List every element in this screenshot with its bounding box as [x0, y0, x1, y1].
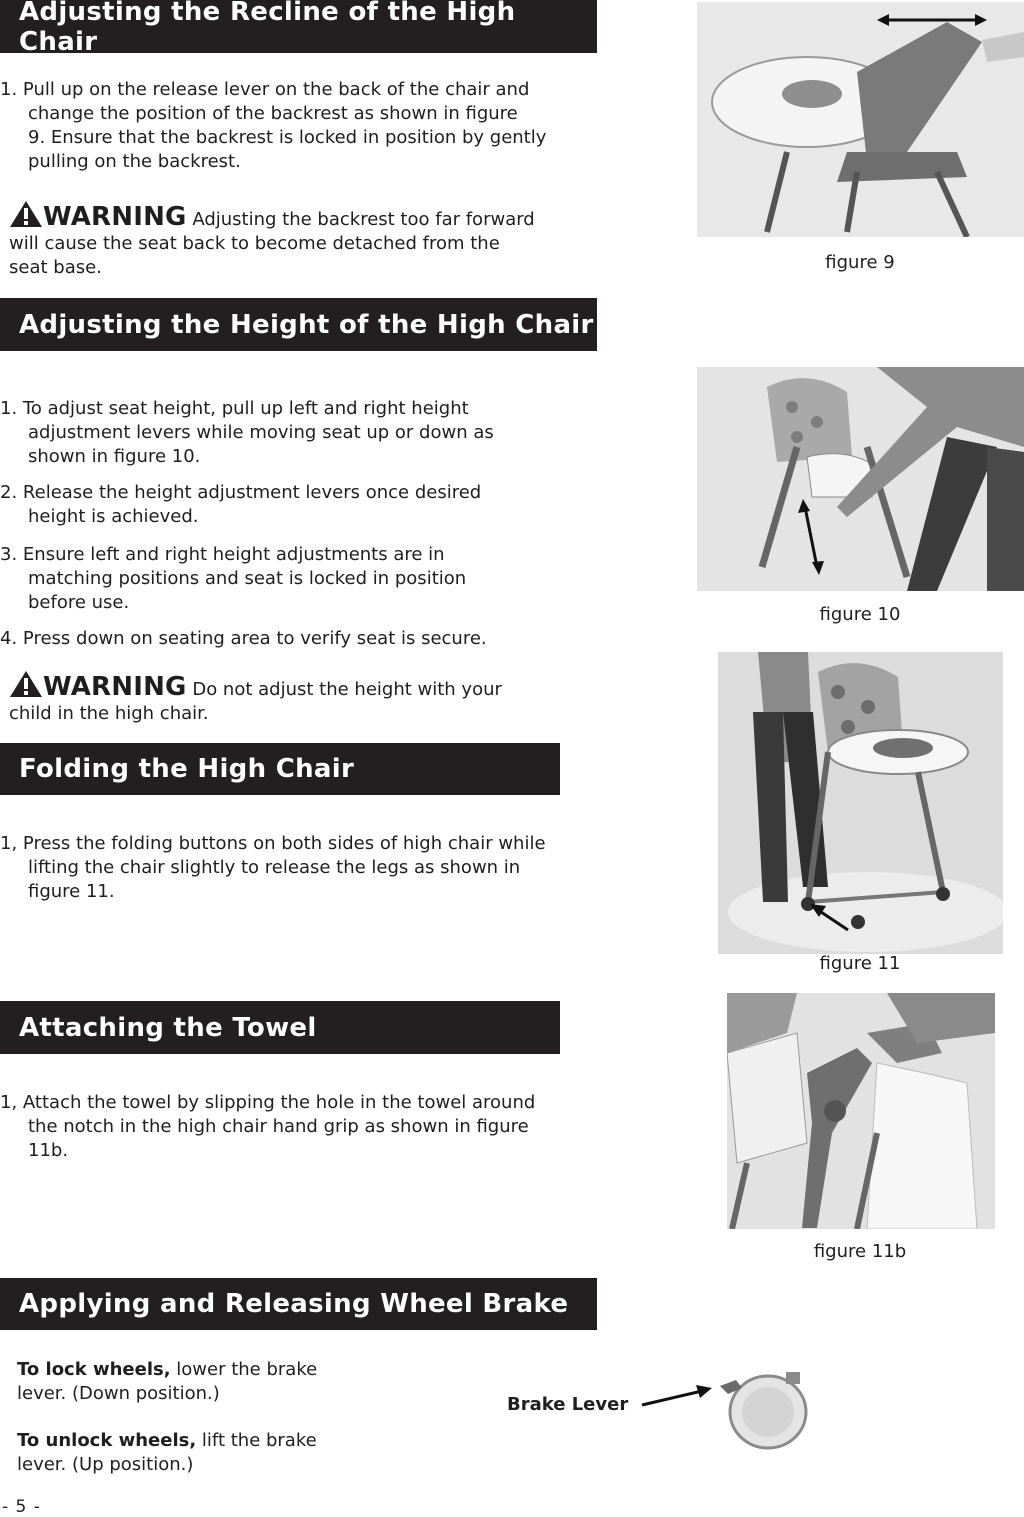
brake-lever-label: Brake Lever — [507, 1394, 629, 1415]
height-warning — [9, 670, 502, 726]
step-number: 2. — [0, 482, 18, 503]
step-line: Press the folding buttons on both sides of high chair while — [22, 833, 546, 854]
step-line: shown in figure 10. — [28, 446, 201, 467]
brake-unlock-instruction — [17, 1429, 317, 1477]
lock-wheels-text: lower the brake — [176, 1359, 318, 1380]
warning-label: WARNING — [43, 672, 187, 702]
step-line: lifting the chair slightly to release the legs as shown in — [28, 857, 521, 878]
section-header-brake — [0, 1278, 597, 1330]
step-number: 3. — [0, 544, 18, 565]
figure-11-photo — [718, 652, 1003, 954]
section-header-towel — [0, 1001, 560, 1054]
step-line: Pull up on the release lever on the back of the chair and — [22, 79, 530, 100]
step-number: 1, — [0, 833, 18, 854]
step-number: 1. — [0, 398, 18, 419]
section-title: Applying and Releasing Wheel Brake — [19, 1289, 569, 1319]
warning-line: Adjusting the backrest too far forward — [192, 209, 535, 230]
step-line: Attach the towel by slipping the hole in the towel around — [22, 1092, 536, 1113]
figure-11-caption: figure 11 — [819, 953, 901, 974]
step-line: figure 11. — [28, 881, 115, 902]
section-title: Adjusting the Height of the High Chair — [19, 309, 594, 340]
unlock-wheels-text: lift the brake — [201, 1430, 317, 1451]
warning-line: Do not adjust the height with your — [192, 679, 502, 700]
step-line: Press down on seating area to verify seat is secure. — [22, 628, 487, 649]
folding-step-1 — [0, 832, 546, 904]
warning-line: child in the high chair. — [9, 703, 209, 724]
step-line: adjustment levers while moving seat up or down as — [28, 422, 494, 443]
section-title: Adjusting the Recline of the High Chair — [19, 0, 516, 57]
brake-lock-instruction — [17, 1358, 317, 1406]
brake-lever-arrow — [640, 1383, 716, 1409]
step-line: before use. — [28, 592, 130, 613]
step-line: change the position of the backrest as shown in figure — [28, 103, 518, 124]
warning-label: WARNING — [43, 202, 187, 232]
figure-11b-photo — [727, 993, 995, 1229]
lock-wheels-text: lever. (Down position.) — [17, 1383, 220, 1404]
section-header-folding — [0, 743, 560, 795]
warning-triangle-icon — [9, 200, 43, 228]
figure-10-caption: figure 10 — [819, 604, 901, 625]
figure-11b-caption: figure 11b — [813, 1241, 907, 1262]
page-number: - 5 - — [2, 1497, 41, 1517]
figure-9-caption: figure 9 — [825, 252, 895, 273]
step-number: 4. — [0, 628, 18, 649]
height-step-1 — [0, 397, 494, 469]
step-line: Ensure left and right height adjustments are in — [22, 544, 445, 565]
step-line: Release the height adjustment levers once desired — [22, 482, 482, 503]
unlock-wheels-text: lever. (Up position.) — [17, 1454, 194, 1475]
step-line: the notch in the high chair hand grip as shown in figure — [28, 1116, 529, 1137]
height-step-2 — [0, 481, 481, 529]
figure-10-photo — [697, 367, 1024, 591]
wheel-brake-photo — [716, 1370, 812, 1450]
section-title: Attaching the Towel — [19, 1012, 317, 1043]
step-line: To adjust seat height, pull up left and right height — [22, 398, 469, 419]
step-line: 9. Ensure that the backrest is locked in position by gently — [28, 127, 547, 148]
height-step-4 — [0, 627, 487, 651]
step-line: pulling on the backrest. — [28, 151, 241, 172]
figure-9-photo — [697, 2, 1024, 237]
warning-line: seat base. — [9, 257, 102, 278]
recline-step-1 — [0, 78, 546, 174]
warning-triangle-icon — [9, 670, 43, 698]
step-line: 11b. — [28, 1140, 69, 1161]
height-step-3 — [0, 543, 466, 615]
step-line: height is achieved. — [28, 506, 199, 527]
lock-wheels-label: To lock wheels, — [17, 1359, 171, 1380]
warning-line: will cause the seat back to become detached from the — [9, 233, 500, 254]
section-title: Folding the High Chair — [19, 754, 355, 784]
section-header-height — [0, 298, 597, 351]
step-number: 1. — [0, 79, 18, 100]
unlock-wheels-label: To unlock wheels, — [17, 1430, 197, 1451]
section-header-recline — [0, 0, 597, 57]
step-number: 1, — [0, 1092, 18, 1113]
step-line: matching positions and seat is locked in position — [28, 568, 467, 589]
towel-step-1 — [0, 1091, 535, 1163]
recline-warning — [9, 200, 535, 280]
